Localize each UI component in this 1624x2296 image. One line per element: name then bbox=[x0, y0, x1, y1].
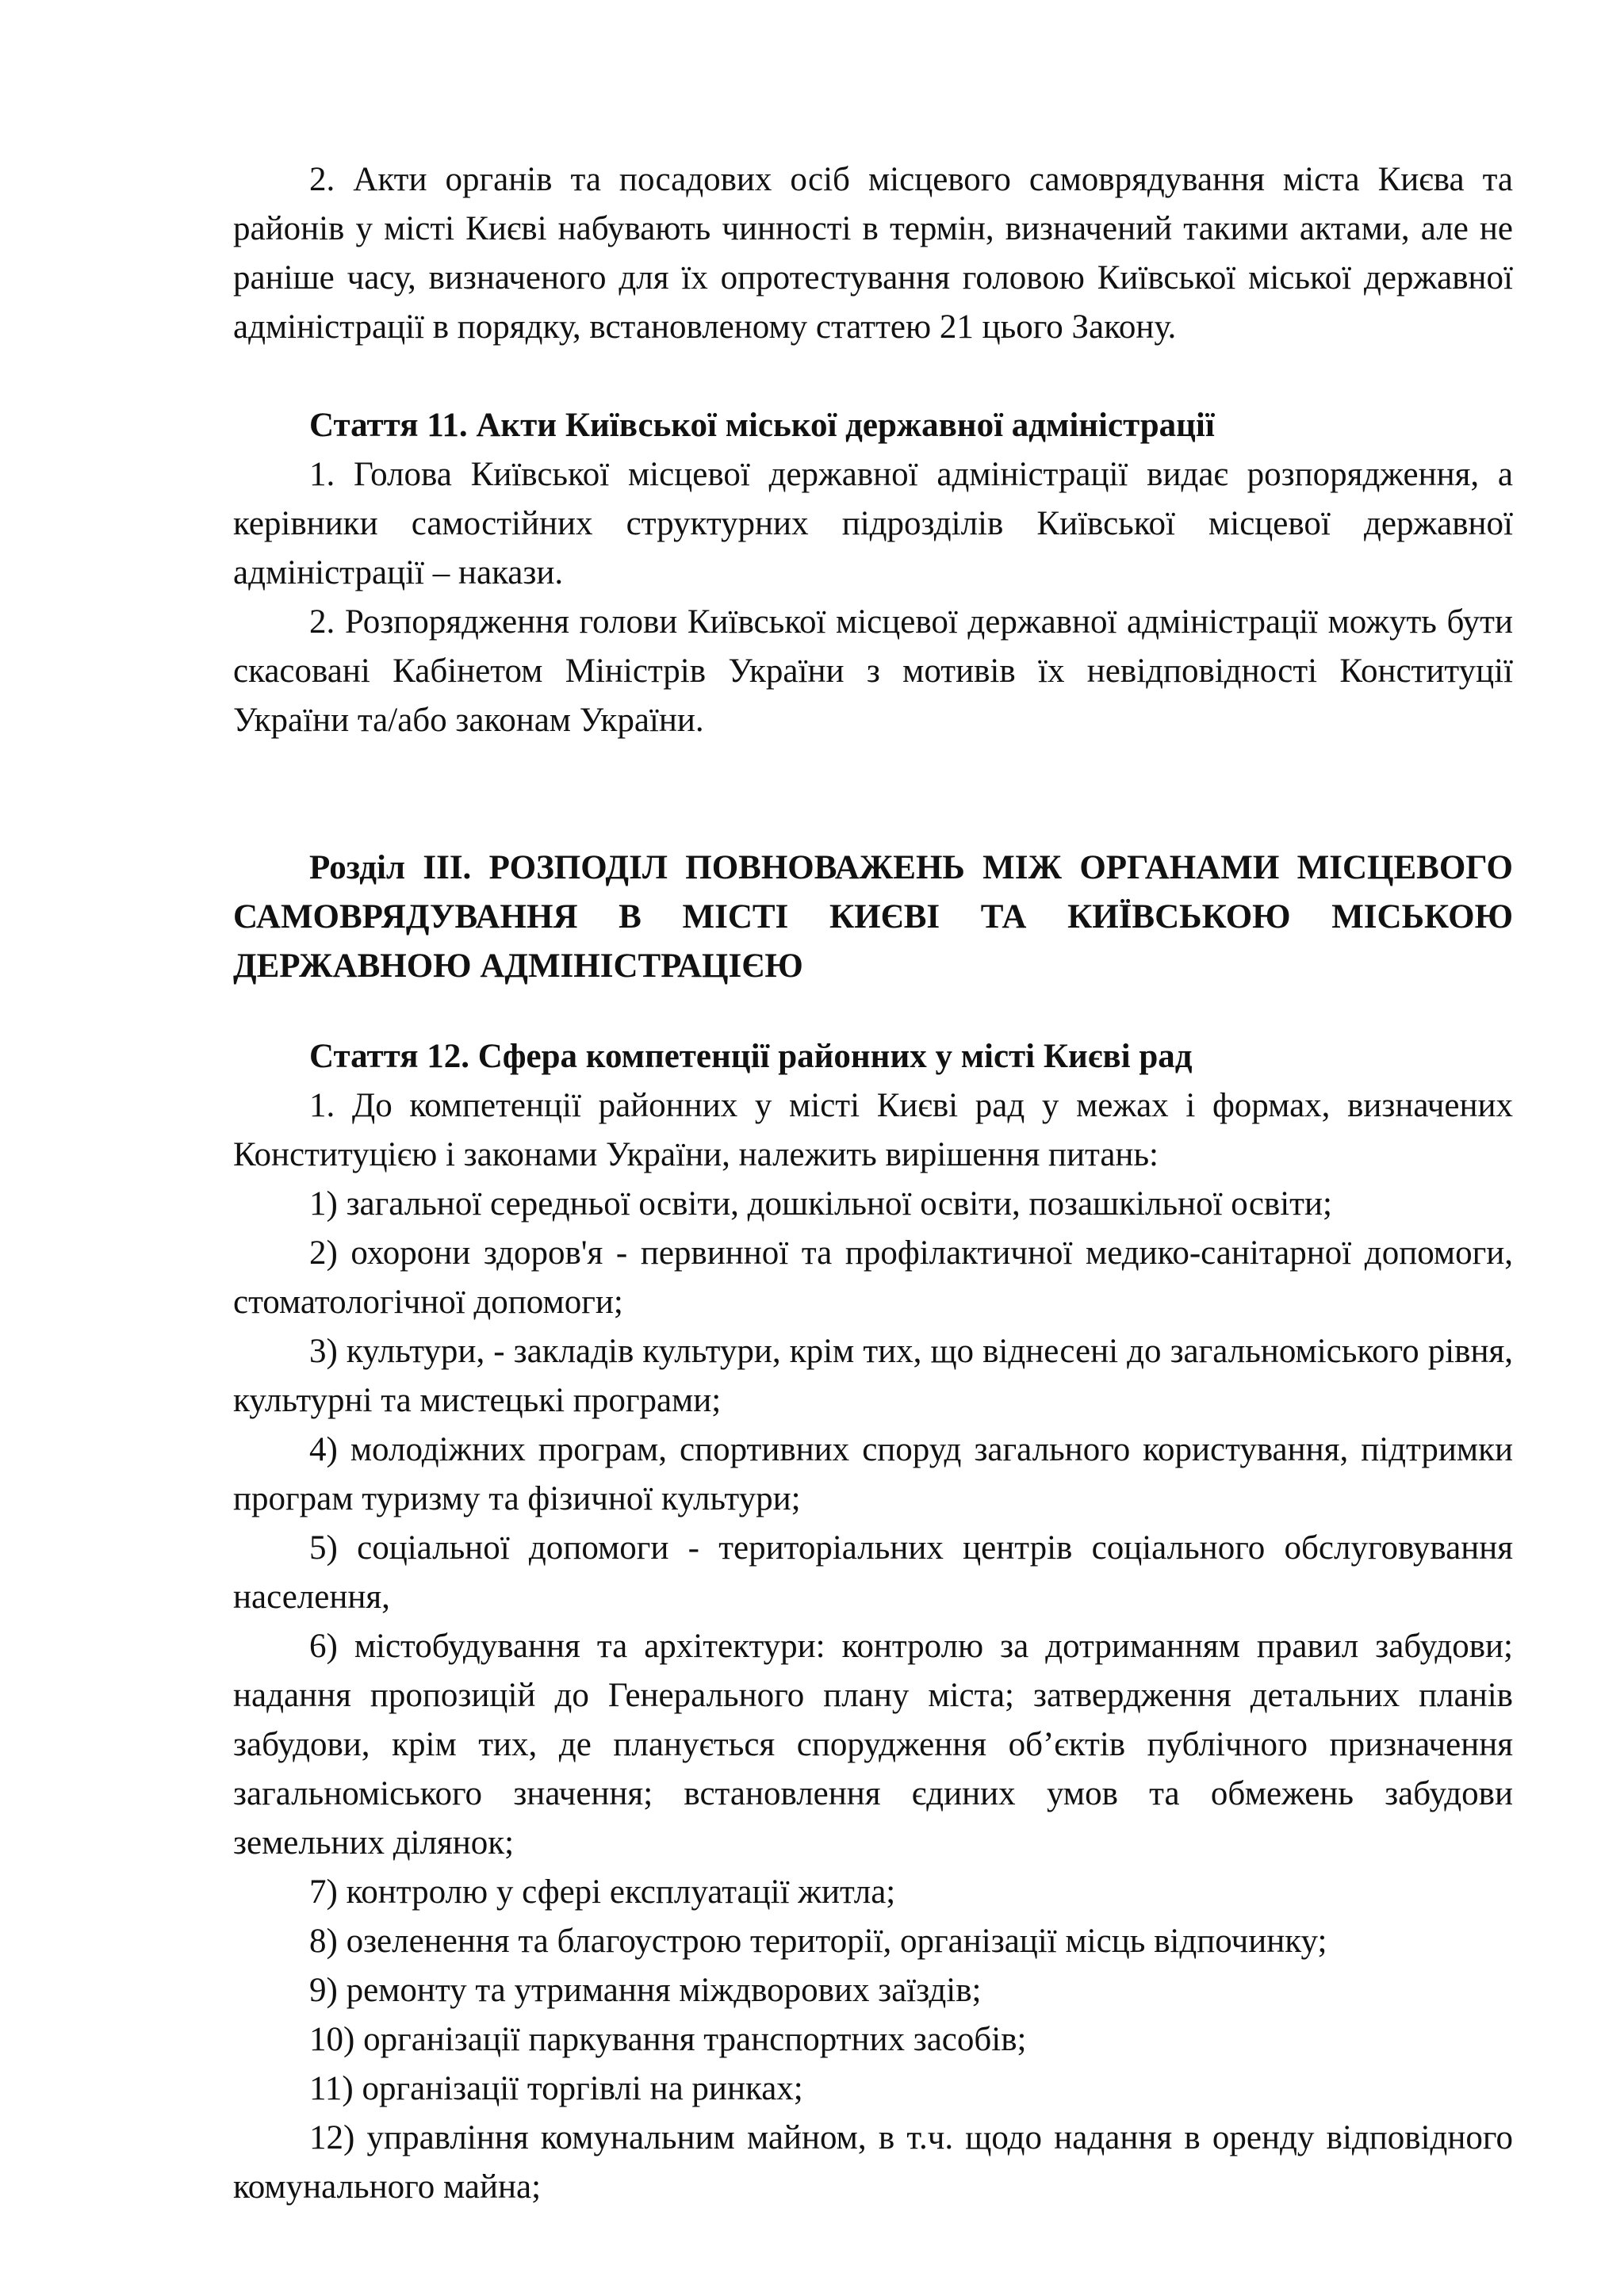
article12-item-7: 7) контролю у сфері експлуатації житла; bbox=[309, 1873, 896, 1911]
article12-item-2: 2) охорони здоров'я - первинної та профілактичної медико-санітарної допомоги, стоматологічної допомоги; bbox=[233, 1234, 1513, 1321]
article11-heading: Стаття 11. Акти Київської міської державної адміністрації bbox=[309, 407, 1215, 444]
spacer bbox=[233, 745, 1513, 844]
article12-item-10: 10) організації паркування транспортних засобів; bbox=[309, 2021, 1027, 2058]
document-page bbox=[233, 155, 1513, 2212]
article11-paragraph-2: 2. Розпорядження голови Київської місцевої державної адміністрації можуть бути скасовані Кабінетом Міністрів України з мотивів їх невідповідності Конституції України та/або законам України. bbox=[233, 603, 1513, 739]
article10-paragraph-2: 2. Акти органів та посадових осіб місцевого самоврядування міста Києва та районів у місті Києві набувають чинності в термін, визначений такими актами, але не раніше часу, визначеного для їх опротестування головою Київської міської державної адміністрації в порядку, встановленому статтею 21 цього Закону. bbox=[233, 161, 1513, 346]
article12-intro: 1. До компетенції районних у місті Києві рад у межах і формах, визначених Конституцією і законами України, належить вирішення питань: bbox=[233, 1087, 1513, 1173]
article12-heading: Стаття 12. Сфера компетенції районних у місті Києві рад bbox=[309, 1038, 1193, 1075]
article12-item-5: 5) соціальної допомоги - територіальних центрів соціального обслуговування населення, bbox=[233, 1529, 1513, 1616]
article12-item-6: 6) містобудування та архітектури: контролю за дотриманням правил забудови; надання пропозицій до Генерального плану міста; затвердження детальних планів забудови, крім тих, де планується спорудження об’єктів публічного призначення загальноміського значення; встановлення єдиних умов та обмежень забудови земельних ділянок; bbox=[233, 1628, 1513, 1862]
article12-item-9: 9) ремонту та утримання міждворових заїздів; bbox=[309, 1972, 982, 2009]
article12-item-11: 11) організації торгівлі на ринках; bbox=[309, 2070, 803, 2107]
article12-item-4: 4) молодіжних програм, спортивних споруд загального користування, підтримки програм туризму та фізичної культури; bbox=[233, 1431, 1513, 1517]
section3-heading: Розділ ІІІ. РОЗПОДІЛ ПОВНОВАЖЕНЬ МІЖ ОРГАНАМИ МІСЦЕВОГО САМОВРЯДУВАННЯ В МІСТІ КИЄВІ ТА КИЇВСЬКОЮ МІСЬКОЮ ДЕРЖАВНОЮ АДМІНІСТРАЦІЄЮ bbox=[233, 849, 1513, 985]
article12-item-3: 3) культури, - закладів культури, крім тих, що віднесені до загальноміського рівня, культурні та мистецькі програми; bbox=[233, 1333, 1513, 1419]
spacer bbox=[233, 991, 1513, 1032]
article12-item-8: 8) озеленення та благоустрою території, організації місць відпочинку; bbox=[309, 1923, 1327, 1960]
spacer bbox=[233, 352, 1513, 401]
article12-item-12: 12) управління комунальним майном, в т.ч. щодо надання в оренду відповідного комунального майна; bbox=[233, 2119, 1513, 2206]
article11-paragraph-1: 1. Голова Київської місцевої державної адміністрації видає розпорядження, а керівники самостійних структурних підрозділів Київської місцевої державної адміністрації – накази. bbox=[233, 456, 1513, 591]
article12-item-1: 1) загальної середньої освіти, дошкільної освіти, позашкільної освіти; bbox=[309, 1185, 1332, 1223]
